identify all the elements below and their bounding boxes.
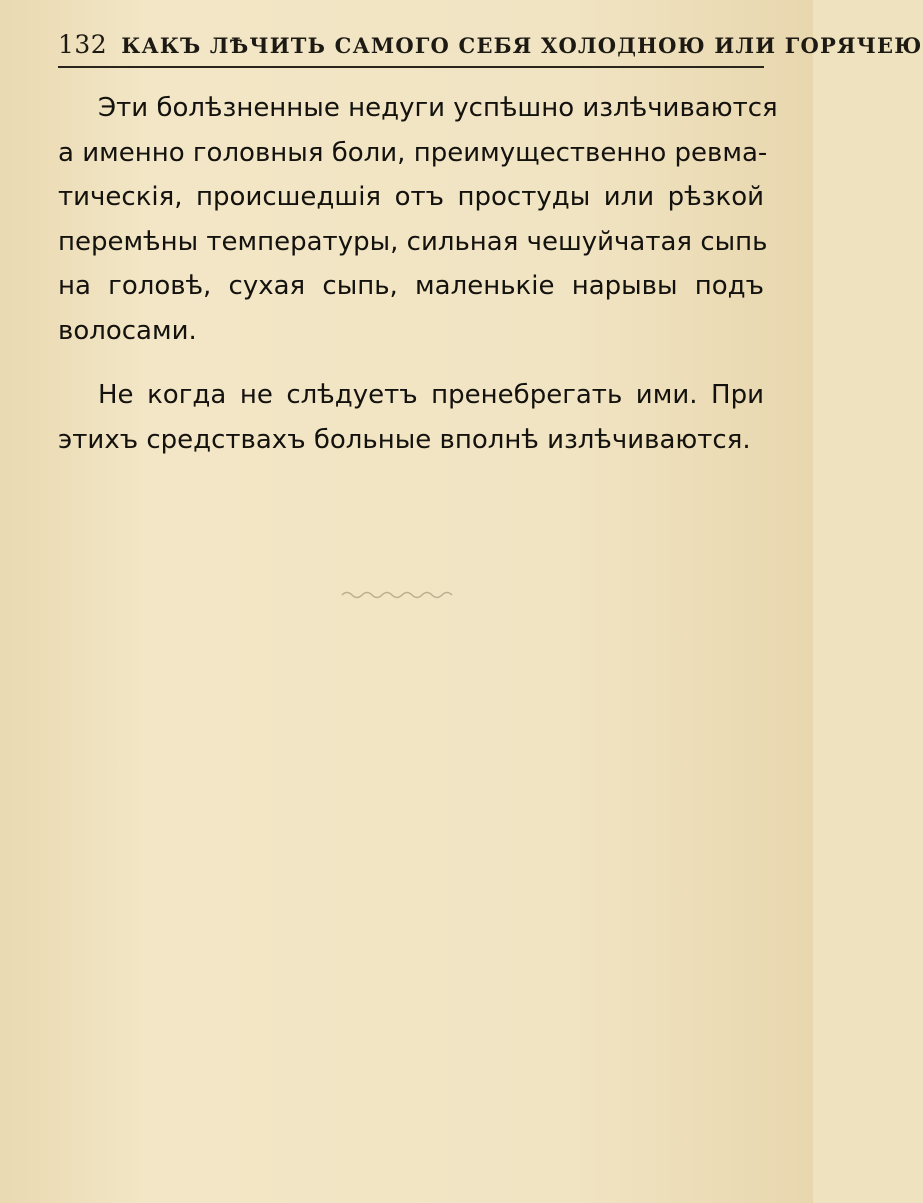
body-text <box>58 86 778 482</box>
paragraph-2 <box>58 373 764 462</box>
page-header <box>58 30 923 59</box>
text-line: на головѣ, сухая сыпь, маленькіе нарывы подъ <box>58 271 764 301</box>
text-line: этихъ средствахъ больные вполнѣ излѣчиваются. <box>58 424 751 455</box>
text-line: Эти болѣзненные недуги успѣшно излѣчиваются <box>98 93 778 123</box>
bleed-through-flourish <box>342 590 452 600</box>
text-line: волосами. <box>58 315 197 346</box>
header-rule <box>58 66 764 68</box>
page-number: 132 <box>58 30 108 59</box>
text-line: а именно головныя боли, преимущественно ревма- <box>58 137 768 168</box>
text-line: перемѣны температуры, сильная чешуйчатая сыпь <box>58 226 768 257</box>
running-title: КАКЪ ЛѢЧИТЬ САМОГО СЕБЯ ХОЛОДНОЮ ИЛИ ГОРЯЧЕЮ <box>121 33 923 58</box>
paragraph-1 <box>58 86 778 353</box>
text-line: тическія, происшедшія отъ простуды или рѣзкой <box>58 182 764 212</box>
text-line: Не когда не слѣдуетъ пренебрегать ими. При <box>98 380 764 410</box>
